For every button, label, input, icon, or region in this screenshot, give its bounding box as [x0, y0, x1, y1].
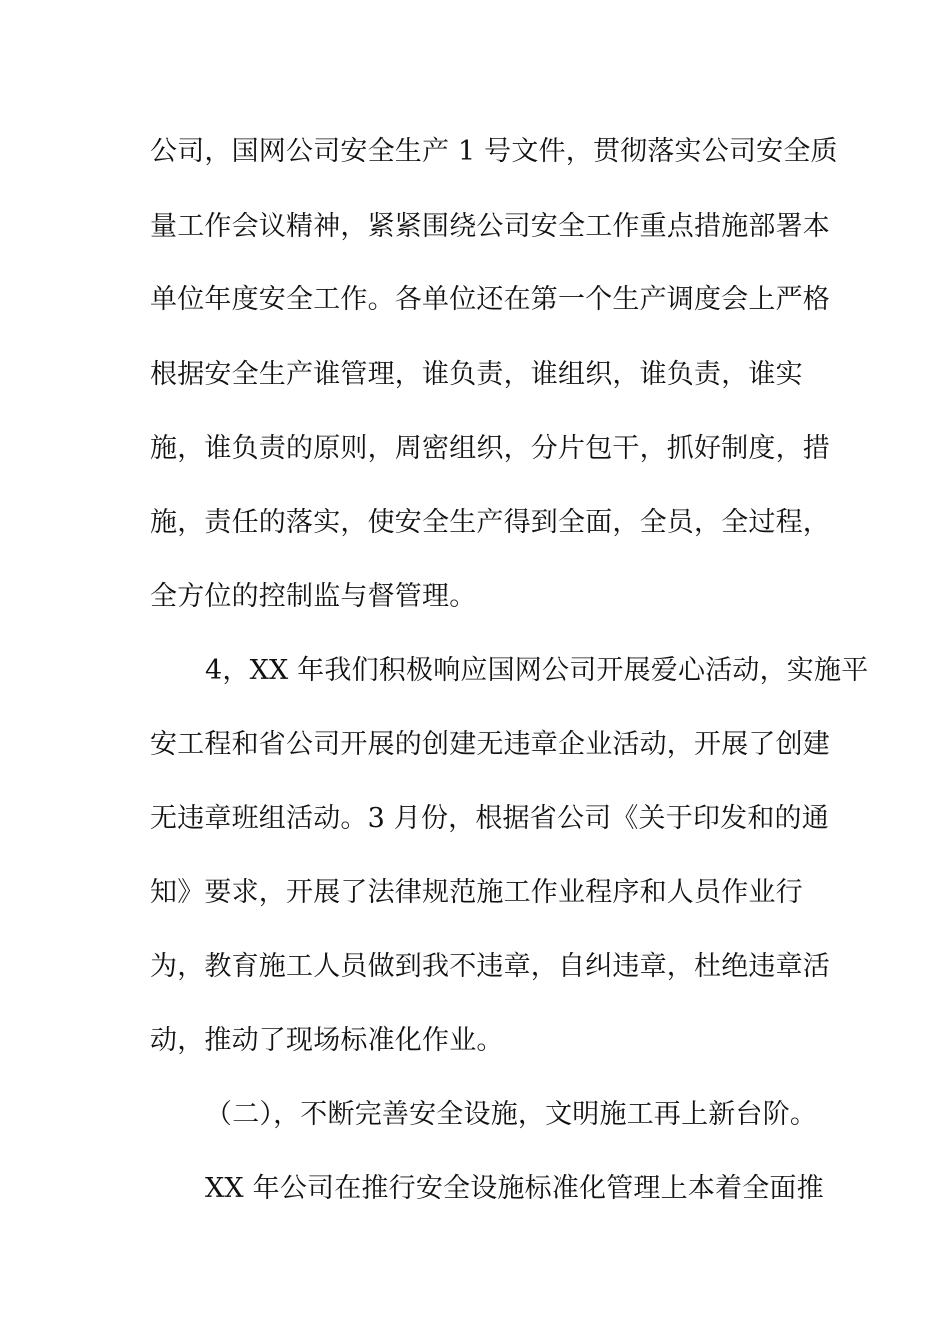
paragraph-line-9: 安工程和省公司开展的创建无违章企业活动，开展了创建	[150, 729, 830, 760]
paragraph-line-11: 知》要求，开展了法律规范施工作业程序和人员作业行	[150, 877, 803, 908]
paragraph-line-2: 量工作会议精神，紧紧围绕公司安全工作重点措施部署本	[150, 211, 830, 242]
paragraph-line-3: 单位年度安全工作。各单位还在第一个生产调度会上严格	[150, 284, 830, 315]
paragraph-line-10: 无违章班组活动。3 月份，根据省公司《关于印发和的通	[150, 803, 829, 834]
section-heading: （二），不断完善安全设施，文明施工再上新台阶。	[205, 1099, 818, 1130]
paragraph-line-8: 4，XX 年我们积极响应国网公司开展爱心活动，实施平	[205, 655, 869, 686]
paragraph-line-1: 公司，国网公司安全生产 1 号文件，贯彻落实公司安全质	[150, 136, 838, 167]
paragraph-line-6: 施，责任的落实，使安全生产得到全面，全员，全过程，	[150, 507, 830, 538]
paragraph-line-4: 根据安全生产谁管理，谁负责，谁组织，谁负责，谁实	[150, 359, 803, 390]
paragraph-line-13: 动，推动了现场标准化作业。	[150, 1025, 504, 1056]
paragraph-line-15: XX 年公司在推行安全设施标准化管理上本着全面推	[205, 1173, 824, 1204]
paragraph-line-12: 为，教育施工人员做到我不违章，自纠违章，杜绝违章活	[150, 951, 830, 982]
paragraph-line-7: 全方位的控制监与督管理。	[150, 581, 477, 612]
paragraph-line-5: 施，谁负责的原则，周密组织，分片包干，抓好制度，措	[150, 433, 830, 464]
